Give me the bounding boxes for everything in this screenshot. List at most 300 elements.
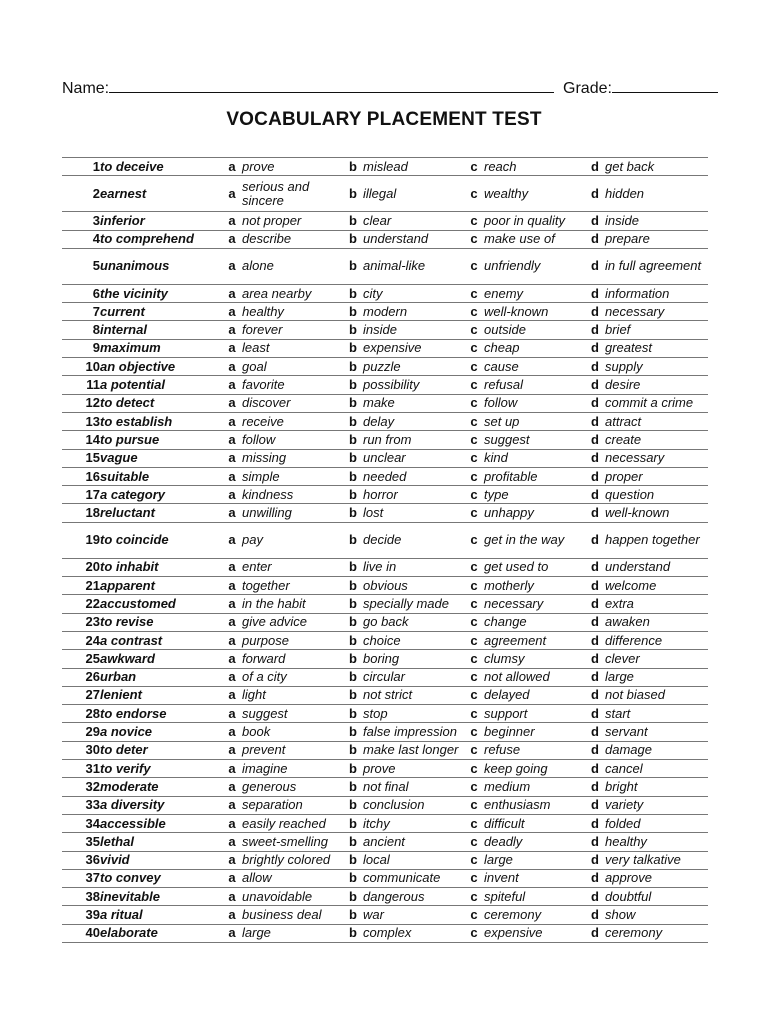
- answer-option[interactable]: necessary: [484, 595, 585, 613]
- answer-option[interactable]: greatest: [605, 339, 708, 357]
- option-letter: c: [464, 504, 484, 522]
- option-letter: d: [585, 558, 605, 576]
- answer-option[interactable]: difficult: [484, 814, 585, 832]
- answer-option[interactable]: inside: [363, 321, 464, 339]
- question-number: 11: [62, 376, 100, 394]
- question-row: [62, 339, 708, 357]
- answer-option[interactable]: cancel: [605, 760, 708, 778]
- option-letter: c: [464, 248, 484, 284]
- answer-option[interactable]: brightly colored: [242, 851, 343, 869]
- answer-option[interactable]: specially made: [363, 595, 464, 613]
- question-number: 19: [62, 522, 100, 558]
- answer-option[interactable]: enter: [242, 558, 343, 576]
- answer-option[interactable]: modern: [363, 303, 464, 321]
- answer-option[interactable]: mislead: [363, 158, 464, 176]
- option-letter: c: [464, 394, 484, 412]
- vocabulary-word: urban: [100, 668, 222, 686]
- option-letter: c: [464, 284, 484, 302]
- answer-option[interactable]: go back: [363, 613, 464, 631]
- option-letter: b: [343, 723, 363, 741]
- answer-option[interactable]: unwilling: [242, 504, 343, 522]
- answer-option[interactable]: favorite: [242, 376, 343, 394]
- answer-option[interactable]: missing: [242, 449, 343, 467]
- vocabulary-word: vague: [100, 449, 222, 467]
- answer-option[interactable]: discover: [242, 394, 343, 412]
- vocabulary-word: suitable: [100, 467, 222, 485]
- answer-option[interactable]: deadly: [484, 833, 585, 851]
- answer-option[interactable]: prepare: [605, 230, 708, 248]
- option-letter: c: [464, 705, 484, 723]
- answer-option[interactable]: motherly: [484, 577, 585, 595]
- answer-option[interactable]: in the habit: [242, 595, 343, 613]
- option-letter: b: [343, 924, 363, 942]
- answer-option[interactable]: serious and sincere: [242, 176, 343, 212]
- option-letter: c: [464, 778, 484, 796]
- answer-option[interactable]: decide: [363, 522, 464, 558]
- question-list: [62, 158, 708, 943]
- option-letter: a: [222, 230, 242, 248]
- option-letter: d: [585, 686, 605, 704]
- answer-option[interactable]: spiteful: [484, 888, 585, 906]
- answer-option[interactable]: imagine: [242, 760, 343, 778]
- answer-option[interactable]: alone: [242, 248, 343, 284]
- answer-option[interactable]: doubtful: [605, 888, 708, 906]
- answer-option[interactable]: kindness: [242, 486, 343, 504]
- answer-option[interactable]: possibility: [363, 376, 464, 394]
- question-number: 33: [62, 796, 100, 814]
- option-letter: b: [343, 705, 363, 723]
- question-number: 32: [62, 778, 100, 796]
- answer-option[interactable]: show: [605, 906, 708, 924]
- question-number: 3: [62, 212, 100, 230]
- answer-option[interactable]: proper: [605, 467, 708, 485]
- answer-option[interactable]: goal: [242, 358, 343, 376]
- option-letter: a: [222, 486, 242, 504]
- question-row: [62, 814, 708, 832]
- answer-option[interactable]: choice: [363, 631, 464, 649]
- question-row: [62, 504, 708, 522]
- option-letter: d: [585, 631, 605, 649]
- question-row: [62, 248, 708, 284]
- question-row: [62, 176, 708, 212]
- question-number: 7: [62, 303, 100, 321]
- grade-label: Grade:: [563, 80, 612, 97]
- question-number: 17: [62, 486, 100, 504]
- question-row: [62, 212, 708, 230]
- option-letter: b: [343, 906, 363, 924]
- vocabulary-word: to establish: [100, 412, 222, 430]
- answer-option[interactable]: in full agreement: [605, 248, 708, 284]
- answer-option[interactable]: animal-like: [363, 248, 464, 284]
- question-number: 39: [62, 906, 100, 924]
- answer-option[interactable]: easily reached: [242, 814, 343, 832]
- answer-option[interactable]: false impression: [363, 723, 464, 741]
- vocabulary-word: inevitable: [100, 888, 222, 906]
- answer-option[interactable]: delay: [363, 412, 464, 430]
- vocabulary-word: accessible: [100, 814, 222, 832]
- vocabulary-word: elaborate: [100, 924, 222, 942]
- answer-option[interactable]: separation: [242, 796, 343, 814]
- question-number: 26: [62, 668, 100, 686]
- answer-option[interactable]: large: [484, 851, 585, 869]
- answer-option[interactable]: variety: [605, 796, 708, 814]
- option-letter: b: [343, 467, 363, 485]
- option-letter: c: [464, 321, 484, 339]
- question-row: [62, 284, 708, 302]
- answer-option[interactable]: outside: [484, 321, 585, 339]
- answer-option[interactable]: enthusiasm: [484, 796, 585, 814]
- answer-option[interactable]: question: [605, 486, 708, 504]
- answer-option[interactable]: dangerous: [363, 888, 464, 906]
- option-letter: b: [343, 851, 363, 869]
- answer-option[interactable]: support: [484, 705, 585, 723]
- option-letter: c: [464, 613, 484, 631]
- answer-option[interactable]: awaken: [605, 613, 708, 631]
- question-row: [62, 760, 708, 778]
- answer-option[interactable]: describe: [242, 230, 343, 248]
- answer-option[interactable]: unfriendly: [484, 248, 585, 284]
- answer-option[interactable]: forward: [242, 650, 343, 668]
- option-letter: b: [343, 631, 363, 649]
- answer-option[interactable]: follow: [242, 431, 343, 449]
- vocabulary-word: to pursue: [100, 431, 222, 449]
- answer-option[interactable]: medium: [484, 778, 585, 796]
- answer-option[interactable]: wealthy: [484, 176, 585, 212]
- option-letter: a: [222, 631, 242, 649]
- answer-option[interactable]: simple: [242, 467, 343, 485]
- answer-option[interactable]: happen together: [605, 522, 708, 558]
- answer-option[interactable]: understand: [363, 230, 464, 248]
- option-letter: b: [343, 158, 363, 176]
- answer-option[interactable]: attract: [605, 412, 708, 430]
- answer-option[interactable]: live in: [363, 558, 464, 576]
- question-row: [62, 906, 708, 924]
- answer-option[interactable]: prevent: [242, 741, 343, 759]
- option-letter: c: [464, 796, 484, 814]
- answer-option[interactable]: refusal: [484, 376, 585, 394]
- option-letter: a: [222, 376, 242, 394]
- answer-option[interactable]: make last longer: [363, 741, 464, 759]
- answer-option[interactable]: illegal: [363, 176, 464, 212]
- answer-option[interactable]: desire: [605, 376, 708, 394]
- question-number: 21: [62, 577, 100, 595]
- answer-option[interactable]: sweet-smelling: [242, 833, 343, 851]
- option-letter: d: [585, 504, 605, 522]
- vocabulary-word: lethal: [100, 833, 222, 851]
- answer-option[interactable]: bright: [605, 778, 708, 796]
- answer-option[interactable]: commit a crime: [605, 394, 708, 412]
- answer-option[interactable]: damage: [605, 741, 708, 759]
- answer-option[interactable]: kind: [484, 449, 585, 467]
- option-letter: d: [585, 248, 605, 284]
- option-letter: b: [343, 595, 363, 613]
- answer-option[interactable]: large: [242, 924, 343, 942]
- answer-option[interactable]: war: [363, 906, 464, 924]
- answer-option[interactable]: horror: [363, 486, 464, 504]
- vocabulary-word: to endorse: [100, 705, 222, 723]
- answer-option[interactable]: book: [242, 723, 343, 741]
- answer-option[interactable]: run from: [363, 431, 464, 449]
- answer-option[interactable]: together: [242, 577, 343, 595]
- answer-option[interactable]: invent: [484, 869, 585, 887]
- option-letter: d: [585, 723, 605, 741]
- answer-option[interactable]: type: [484, 486, 585, 504]
- option-letter: b: [343, 686, 363, 704]
- name-field[interactable]: [109, 78, 554, 93]
- answer-option[interactable]: brief: [605, 321, 708, 339]
- question-row: [62, 888, 708, 906]
- option-letter: c: [464, 741, 484, 759]
- answer-option[interactable]: change: [484, 613, 585, 631]
- vocabulary-word: internal: [100, 321, 222, 339]
- answer-option[interactable]: ancient: [363, 833, 464, 851]
- answer-option[interactable]: receive: [242, 412, 343, 430]
- answer-option[interactable]: well-known: [605, 504, 708, 522]
- option-letter: a: [222, 851, 242, 869]
- answer-option[interactable]: cheap: [484, 339, 585, 357]
- answer-option[interactable]: set up: [484, 412, 585, 430]
- question-number: 24: [62, 631, 100, 649]
- question-row: [62, 778, 708, 796]
- question-row: [62, 577, 708, 595]
- answer-option[interactable]: stop: [363, 705, 464, 723]
- option-letter: b: [343, 833, 363, 851]
- option-letter: d: [585, 230, 605, 248]
- option-letter: a: [222, 613, 242, 631]
- answer-option[interactable]: puzzle: [363, 358, 464, 376]
- question-number: 28: [62, 705, 100, 723]
- name-label: Name:: [62, 80, 110, 97]
- question-row: [62, 230, 708, 248]
- question-row: [62, 796, 708, 814]
- question-row: [62, 449, 708, 467]
- option-letter: b: [343, 358, 363, 376]
- answer-option[interactable]: not biased: [605, 686, 708, 704]
- answer-option[interactable]: city: [363, 284, 464, 302]
- option-letter: d: [585, 376, 605, 394]
- answer-option[interactable]: welcome: [605, 577, 708, 595]
- question-number: 16: [62, 467, 100, 485]
- answer-option[interactable]: clear: [363, 212, 464, 230]
- option-letter: a: [222, 339, 242, 357]
- answer-option[interactable]: generous: [242, 778, 343, 796]
- option-letter: b: [343, 486, 363, 504]
- answer-option[interactable]: make use of: [484, 230, 585, 248]
- question-row: [62, 650, 708, 668]
- option-letter: a: [222, 431, 242, 449]
- option-letter: c: [464, 558, 484, 576]
- option-letter: d: [585, 650, 605, 668]
- option-letter: a: [222, 394, 242, 412]
- vocabulary-word: reluctant: [100, 504, 222, 522]
- question-row: [62, 851, 708, 869]
- answer-option[interactable]: purpose: [242, 631, 343, 649]
- question-row: [62, 924, 708, 942]
- answer-option[interactable]: get used to: [484, 558, 585, 576]
- answer-option[interactable]: not strict: [363, 686, 464, 704]
- answer-option[interactable]: agreement: [484, 631, 585, 649]
- option-letter: a: [222, 522, 242, 558]
- option-letter: a: [222, 449, 242, 467]
- answer-option[interactable]: make: [363, 394, 464, 412]
- answer-option[interactable]: expensive: [484, 924, 585, 942]
- answer-option[interactable]: enemy: [484, 284, 585, 302]
- option-letter: b: [343, 431, 363, 449]
- option-letter: d: [585, 522, 605, 558]
- answer-option[interactable]: boring: [363, 650, 464, 668]
- answer-option[interactable]: keep going: [484, 760, 585, 778]
- answer-option[interactable]: delayed: [484, 686, 585, 704]
- answer-option[interactable]: suggest: [484, 431, 585, 449]
- option-letter: d: [585, 486, 605, 504]
- answer-option[interactable]: approve: [605, 869, 708, 887]
- answer-option[interactable]: clever: [605, 650, 708, 668]
- answer-option[interactable]: suggest: [242, 705, 343, 723]
- option-letter: d: [585, 833, 605, 851]
- answer-option[interactable]: cause: [484, 358, 585, 376]
- answer-option[interactable]: get back: [605, 158, 708, 176]
- option-letter: b: [343, 888, 363, 906]
- option-letter: a: [222, 796, 242, 814]
- option-letter: c: [464, 869, 484, 887]
- vocabulary-word: unanimous: [100, 248, 222, 284]
- vocabulary-word: a contrast: [100, 631, 222, 649]
- answer-option[interactable]: circular: [363, 668, 464, 686]
- answer-option[interactable]: difference: [605, 631, 708, 649]
- answer-option[interactable]: prove: [242, 158, 343, 176]
- question-row: [62, 303, 708, 321]
- vocabulary-word: moderate: [100, 778, 222, 796]
- option-letter: d: [585, 888, 605, 906]
- option-letter: c: [464, 303, 484, 321]
- answer-option[interactable]: needed: [363, 467, 464, 485]
- answer-option[interactable]: of a city: [242, 668, 343, 686]
- answer-option[interactable]: reach: [484, 158, 585, 176]
- vocabulary-word: a potential: [100, 376, 222, 394]
- answer-option[interactable]: unclear: [363, 449, 464, 467]
- option-letter: a: [222, 158, 242, 176]
- answer-option[interactable]: complex: [363, 924, 464, 942]
- answer-option[interactable]: business deal: [242, 906, 343, 924]
- answer-option[interactable]: understand: [605, 558, 708, 576]
- answer-option[interactable]: pay: [242, 522, 343, 558]
- option-letter: c: [464, 431, 484, 449]
- option-letter: b: [343, 176, 363, 212]
- answer-option[interactable]: ceremony: [484, 906, 585, 924]
- answer-option[interactable]: unhappy: [484, 504, 585, 522]
- option-letter: d: [585, 284, 605, 302]
- question-row: [62, 158, 708, 176]
- answer-option[interactable]: necessary: [605, 303, 708, 321]
- answer-option[interactable]: refuse: [484, 741, 585, 759]
- answer-option[interactable]: prove: [363, 760, 464, 778]
- grade-field[interactable]: [612, 78, 718, 93]
- page-title: VOCABULARY PLACEMENT TEST: [226, 109, 542, 130]
- answer-option[interactable]: clumsy: [484, 650, 585, 668]
- answer-option[interactable]: information: [605, 284, 708, 302]
- question-row: [62, 613, 708, 631]
- option-letter: d: [585, 467, 605, 485]
- answer-option[interactable]: hidden: [605, 176, 708, 212]
- option-letter: c: [464, 631, 484, 649]
- option-letter: c: [464, 412, 484, 430]
- answer-option[interactable]: folded: [605, 814, 708, 832]
- answer-option[interactable]: beginner: [484, 723, 585, 741]
- option-letter: d: [585, 668, 605, 686]
- answer-option[interactable]: well-known: [484, 303, 585, 321]
- answer-option[interactable]: healthy: [605, 833, 708, 851]
- vocabulary-word: accustomed: [100, 595, 222, 613]
- answer-option[interactable]: unavoidable: [242, 888, 343, 906]
- answer-option[interactable]: very talkative: [605, 851, 708, 869]
- answer-option[interactable]: servant: [605, 723, 708, 741]
- answer-option[interactable]: expensive: [363, 339, 464, 357]
- option-letter: d: [585, 906, 605, 924]
- answer-option[interactable]: not final: [363, 778, 464, 796]
- vocabulary-word: a category: [100, 486, 222, 504]
- answer-option[interactable]: communicate: [363, 869, 464, 887]
- answer-option[interactable]: area nearby: [242, 284, 343, 302]
- question-row: [62, 394, 708, 412]
- answer-option[interactable]: create: [605, 431, 708, 449]
- answer-option[interactable]: itchy: [363, 814, 464, 832]
- answer-option[interactable]: healthy: [242, 303, 343, 321]
- answer-option[interactable]: supply: [605, 358, 708, 376]
- answer-option[interactable]: allow: [242, 869, 343, 887]
- option-letter: a: [222, 595, 242, 613]
- option-letter: c: [464, 851, 484, 869]
- question-number: 27: [62, 686, 100, 704]
- answer-option[interactable]: poor in quality: [484, 212, 585, 230]
- option-letter: b: [343, 869, 363, 887]
- question-row: [62, 412, 708, 430]
- option-letter: d: [585, 577, 605, 595]
- answer-option[interactable]: give advice: [242, 613, 343, 631]
- answer-option[interactable]: local: [363, 851, 464, 869]
- answer-option[interactable]: necessary: [605, 449, 708, 467]
- vocabulary-word: vivid: [100, 851, 222, 869]
- option-letter: b: [343, 394, 363, 412]
- answer-option[interactable]: least: [242, 339, 343, 357]
- vocabulary-word: an objective: [100, 358, 222, 376]
- answer-option[interactable]: extra: [605, 595, 708, 613]
- answer-option[interactable]: follow: [484, 394, 585, 412]
- answer-option[interactable]: light: [242, 686, 343, 704]
- answer-option[interactable]: large: [605, 668, 708, 686]
- answer-option[interactable]: not proper: [242, 212, 343, 230]
- option-letter: c: [464, 449, 484, 467]
- option-letter: c: [464, 814, 484, 832]
- question-number: 1: [62, 158, 100, 176]
- option-letter: c: [464, 595, 484, 613]
- answer-option[interactable]: obvious: [363, 577, 464, 595]
- answer-option[interactable]: inside: [605, 212, 708, 230]
- option-letter: d: [585, 924, 605, 942]
- answer-option[interactable]: get in the way: [484, 522, 585, 558]
- answer-option[interactable]: conclusion: [363, 796, 464, 814]
- option-letter: a: [222, 906, 242, 924]
- option-letter: a: [222, 723, 242, 741]
- answer-option[interactable]: not allowed: [484, 668, 585, 686]
- question-number: 4: [62, 230, 100, 248]
- answer-option[interactable]: profitable: [484, 467, 585, 485]
- option-letter: b: [343, 412, 363, 430]
- vocabulary-word: the vicinity: [100, 284, 222, 302]
- answer-option[interactable]: ceremony: [605, 924, 708, 942]
- answer-option[interactable]: forever: [242, 321, 343, 339]
- answer-option[interactable]: start: [605, 705, 708, 723]
- answer-option[interactable]: lost: [363, 504, 464, 522]
